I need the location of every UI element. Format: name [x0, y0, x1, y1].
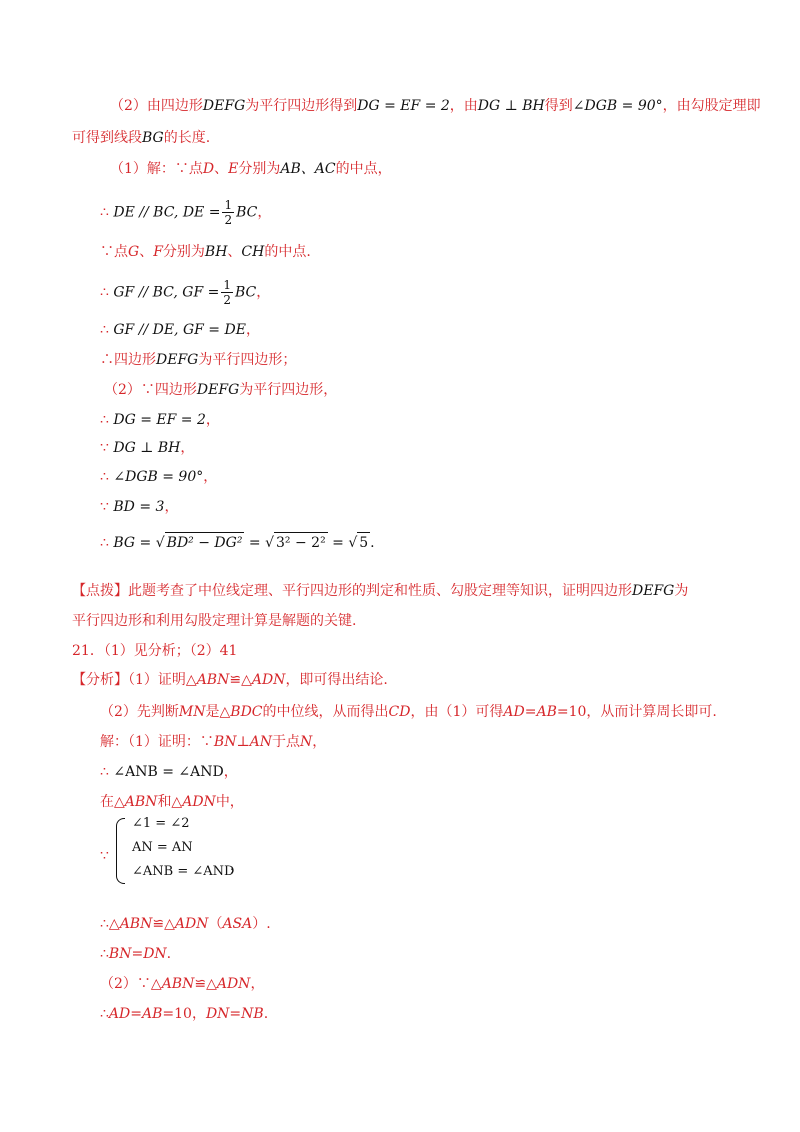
- text: 解：（1）证明：∵: [100, 734, 214, 750]
- solution-step-5: [100, 320, 260, 340]
- math-expr: DG ⊥ BH: [477, 98, 545, 114]
- math-expr: AB、AC: [280, 161, 336, 177]
- solution-21-in-triangles: [100, 792, 244, 812]
- text: ，: [245, 322, 260, 338]
- sqrt-radicand: 5: [357, 532, 370, 553]
- question-21-answer: 21．（1）见分析；（2）41: [72, 643, 238, 659]
- text: ∴: [100, 1006, 109, 1022]
- text: ，: [164, 499, 179, 515]
- sqrt-radicand: BD² − DG²: [165, 532, 245, 553]
- math-expr: DG ⊥ BH: [113, 440, 181, 456]
- text: ADN: [251, 672, 286, 688]
- text: ≌△: [194, 976, 217, 992]
- text: 得到: [544, 98, 573, 114]
- solution-21-start: [100, 732, 326, 752]
- text: （2）先判断: [100, 704, 179, 720]
- analysis-21-line2: [100, 702, 717, 722]
- text: ABN: [119, 916, 153, 932]
- system-row-1: ∠1 = ∠2: [132, 816, 190, 831]
- text: 、: [227, 244, 242, 260]
- part2-therefore: [100, 1004, 268, 1024]
- congruence-conclusion: [100, 914, 271, 934]
- text: ADN: [216, 976, 251, 992]
- math-expr: BG =: [113, 535, 152, 551]
- text: ，: [180, 440, 195, 456]
- math-expr: DEFG: [632, 583, 675, 599]
- sqrt-symbol: √: [155, 535, 165, 551]
- analysis-part2-line1: [110, 96, 761, 116]
- numerator: 1: [224, 198, 233, 212]
- text: 为平行四边形得到: [245, 98, 358, 114]
- text: ，由（1）可得: [410, 704, 504, 720]
- therefore-symbol: ∴: [100, 284, 109, 301]
- equals: =: [332, 535, 344, 551]
- text: 为平行四边形，: [239, 382, 338, 398]
- text: 的中位线，从而得出: [262, 704, 389, 720]
- solution-step-7: [104, 380, 337, 400]
- text: 在△: [100, 794, 125, 810]
- text: ，: [256, 284, 271, 301]
- text: ，: [203, 469, 218, 485]
- therefore-symbol: ∴: [100, 535, 109, 551]
- text: ，: [205, 412, 220, 428]
- analysis-part2-line2: [72, 128, 210, 148]
- math-expr: ∠ANB = ∠AND: [113, 764, 224, 780]
- text: F: [153, 244, 163, 260]
- text: .: [166, 946, 172, 962]
- fraction: [222, 198, 234, 227]
- text: 、: [139, 244, 154, 260]
- math-expr: BG: [142, 130, 164, 146]
- equals: =: [248, 535, 261, 551]
- sqrt-symbol: √: [348, 535, 358, 551]
- solution-step-1: [110, 159, 392, 179]
- text: 、: [214, 161, 229, 177]
- tip-line2: 平行四边形和利用勾股定理计算是解题的关键.: [72, 613, 357, 629]
- math-expr: BC: [235, 284, 257, 301]
- text: ，由勾股定理即: [662, 98, 761, 114]
- math-expr: BH: [204, 244, 228, 260]
- text: 的长度.: [163, 130, 211, 146]
- text: E: [228, 161, 239, 177]
- math-expr: BC: [236, 204, 258, 221]
- tip-line1: [72, 581, 688, 601]
- system-row-2: AN = AN: [132, 840, 193, 855]
- because-symbol: ∵: [100, 499, 109, 515]
- part2-because: [100, 974, 264, 994]
- text: 分别为: [238, 161, 281, 177]
- math-expr: DG = EF = 2: [113, 412, 206, 428]
- text: 可得到线段: [72, 130, 142, 146]
- math-expr: GF // DE, GF = DE: [113, 322, 246, 338]
- math-expr: BD = 3: [113, 499, 165, 515]
- denominator: 2: [224, 213, 233, 227]
- text: （: [208, 916, 223, 932]
- text: ABN: [124, 794, 158, 810]
- text: 分别为: [162, 244, 205, 260]
- system-row-3: ∠ANB = ∠AND: [132, 864, 235, 879]
- text: ≌△: [152, 916, 175, 932]
- text: 为: [674, 583, 689, 599]
- text: （2）∵△: [100, 976, 162, 992]
- analysis-21-line1: [72, 670, 388, 690]
- system-because: ∵: [100, 848, 109, 864]
- text: （2）由四边形: [110, 98, 203, 114]
- text: ∴四边形: [100, 352, 156, 368]
- sqrt-symbol: √: [265, 535, 275, 551]
- text: ADN: [174, 916, 209, 932]
- text: BN⊥AN: [213, 734, 272, 750]
- sqrt-radicand: 3² − 2²: [274, 532, 328, 553]
- text: 的中点.: [264, 244, 311, 260]
- text: ASA: [222, 916, 253, 932]
- text: 于点: [272, 734, 300, 750]
- therefore-symbol: ∴: [100, 764, 109, 780]
- text: CD: [388, 704, 411, 720]
- text: 和△: [157, 794, 183, 810]
- math-expr: ∠DGB = 90°: [572, 98, 663, 114]
- text: .: [263, 1006, 269, 1022]
- text: ，: [312, 734, 327, 750]
- text: 【点拨】此题考查了中位线定理、平行四边形的判定和性质、勾股定理等知识，证明四边形: [72, 583, 632, 599]
- math-expr: DG = EF = 2: [357, 98, 450, 114]
- text: ABN: [196, 672, 230, 688]
- text: BDC: [230, 704, 263, 720]
- system-end: ，: [230, 858, 244, 874]
- text: BN=DN: [108, 946, 167, 962]
- solution-step-6: [100, 350, 296, 370]
- text: D: [202, 161, 215, 177]
- text: 为平行四边形；: [198, 352, 297, 368]
- text: G: [128, 244, 140, 260]
- solution-step-2: [100, 198, 271, 227]
- text: 是△: [205, 704, 231, 720]
- text: DN=NB: [205, 1006, 264, 1022]
- text: ，: [223, 764, 238, 780]
- text: ）.: [252, 916, 271, 932]
- text: AD=AB=: [108, 1006, 175, 1022]
- bn-equals-dn: [100, 944, 171, 964]
- text: （1）解：∵点: [110, 161, 203, 177]
- text: MN: [178, 704, 206, 720]
- text: ≌△: [229, 672, 252, 688]
- solution-step-4: [100, 278, 270, 307]
- text: .: [370, 535, 375, 551]
- therefore-symbol: ∴: [100, 204, 109, 221]
- text: 中，: [215, 794, 244, 810]
- text: ABN: [161, 976, 195, 992]
- math-expr: GF // BC, GF =: [113, 284, 220, 301]
- math-expr: CH: [241, 244, 265, 260]
- solution-21-angle: [100, 762, 238, 782]
- therefore-symbol: ∴: [100, 412, 109, 428]
- text: AD=AB=: [503, 704, 569, 720]
- text: ，: [250, 976, 265, 992]
- text: 【分析】（1）证明△: [72, 672, 197, 688]
- denominator: 2: [223, 293, 231, 307]
- text: 10，: [174, 1006, 206, 1022]
- text: ，: [257, 204, 272, 221]
- fraction: [221, 278, 233, 307]
- numerator: 1: [223, 278, 231, 292]
- therefore-symbol: ∴: [100, 322, 109, 338]
- math-expr: DEFG: [156, 352, 199, 368]
- solution-step-8: [100, 410, 220, 430]
- text: 10，从而计算周长即可.: [568, 704, 717, 720]
- math-expr: DEFG: [196, 382, 240, 398]
- solution-step-10: [100, 467, 217, 487]
- text: ，由: [449, 98, 478, 114]
- text: N: [300, 734, 313, 750]
- math-expr: DE // BC, DE =: [113, 204, 221, 221]
- solution-step-11: [100, 497, 178, 517]
- math-expr: DEFG: [202, 98, 246, 114]
- text: ∴△: [100, 916, 120, 932]
- solution-step-9: [100, 438, 194, 458]
- solution-step-3: [100, 242, 311, 262]
- text: ，即可得出结论.: [285, 672, 388, 688]
- text: ∴: [100, 946, 109, 962]
- left-brace: [116, 818, 125, 884]
- solution-step-12: [100, 532, 375, 553]
- text: 的中点，: [335, 161, 392, 177]
- text: ∵点: [100, 244, 128, 260]
- therefore-symbol: ∴: [100, 469, 109, 485]
- math-expr: ∠DGB = 90°: [113, 469, 204, 485]
- text: （2）∵四边形: [104, 382, 197, 398]
- because-symbol: ∵: [100, 440, 109, 456]
- text: ADN: [182, 794, 216, 810]
